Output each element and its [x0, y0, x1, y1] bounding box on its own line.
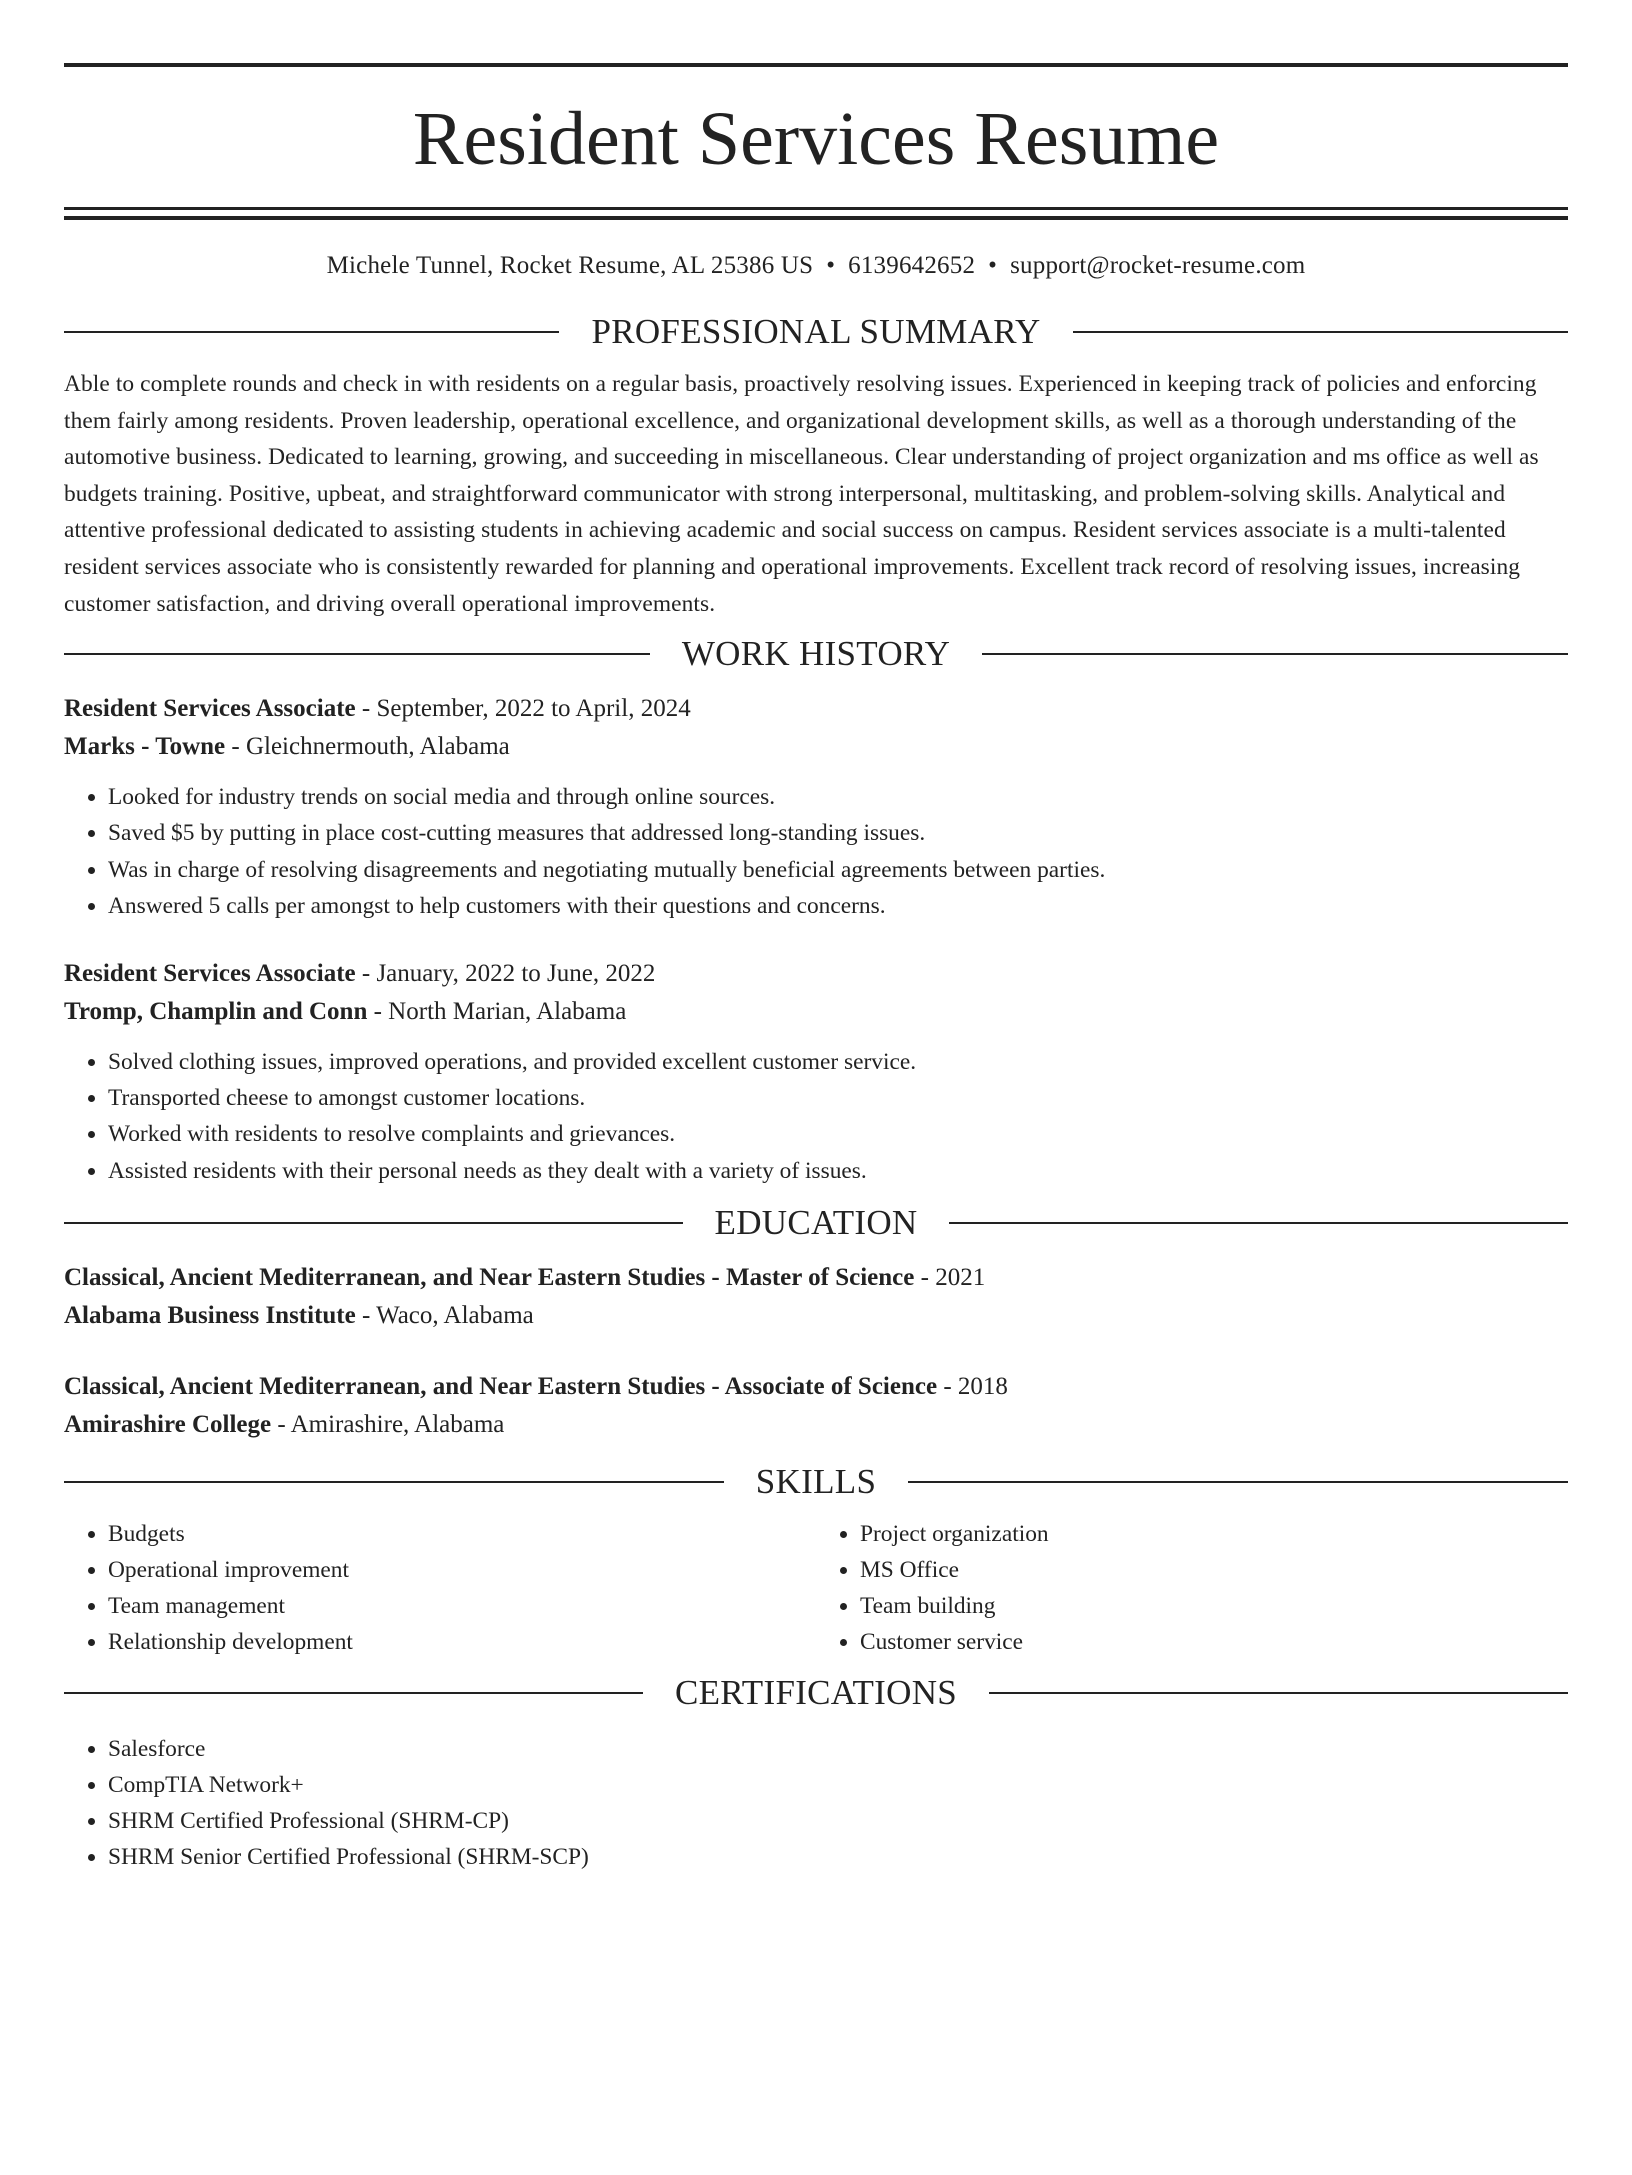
job-bullet: • Answered 5 calls per amongst to help customers with their questions and concerns.: [108, 888, 1568, 924]
skills-column-right: [816, 1516, 1568, 1661]
education-degree-line: [64, 1368, 1568, 1406]
education-degree: Classical, Ancient Mediterranean, and Near Eastern Studies - Master of Science: [64, 1263, 915, 1291]
certification-item: • SHRM Senior Certified Professional (SHRM-SCP): [108, 1839, 1568, 1875]
skill-item: • Operational improvement: [108, 1552, 816, 1588]
work-history-heading-label: WORK HISTORY: [681, 634, 951, 674]
skills-heading: [64, 1462, 1568, 1502]
education-entry: [64, 1259, 1568, 1335]
education-year: - 2021: [914, 1263, 986, 1291]
heading-rule-left: [64, 653, 650, 655]
job-location: - North Marian, Alabama: [367, 997, 627, 1025]
education-degree-line: [64, 1259, 1568, 1297]
skills-heading-label: SKILLS: [755, 1461, 877, 1501]
job-entry: [64, 690, 1568, 924]
summary-heading: [64, 312, 1568, 352]
contact-address: Michele Tunnel, Rocket Resume, AL 25386 US: [326, 252, 814, 279]
skill-item: • Team building: [860, 1588, 1568, 1624]
education-year: - 2018: [937, 1372, 1008, 1400]
education-location: - Amirashire, Alabama: [271, 1410, 505, 1438]
education-location: - Waco, Alabama: [355, 1301, 534, 1329]
education-school: Amirashire College: [64, 1410, 272, 1438]
heading-rule-left: [64, 1481, 724, 1483]
job-dates: - January, 2022 to June, 2022: [355, 959, 656, 987]
education-school-line: [64, 1406, 1568, 1444]
education-degree: Classical, Ancient Mediterranean, and Near Eastern Studies - Associate of Science: [64, 1372, 938, 1400]
heading-rule-right: [908, 1481, 1568, 1483]
heading-rule-right: [1073, 331, 1568, 333]
job-bullet: • Transported cheese to amongst customer locations.: [108, 1080, 1568, 1116]
heading-rule-left: [64, 1692, 643, 1694]
job-title: Resident Services Associate: [64, 695, 356, 723]
job-bullet: • Worked with residents to resolve complaints and grievances.: [108, 1116, 1568, 1152]
title-double-rule: [64, 207, 1568, 220]
education-entry: [64, 1368, 1568, 1444]
skill-item: • Relationship development: [108, 1624, 816, 1660]
job-title-line: [64, 955, 1568, 993]
heading-rule-left: [64, 1222, 683, 1224]
heading-rule-right: [949, 1222, 1568, 1224]
certification-item: • Salesforce: [108, 1731, 1568, 1767]
resume-title: Resident Services Resume: [412, 97, 1220, 181]
certifications-list: [64, 1731, 1568, 1876]
resume-page: [0, 63, 1632, 2175]
job-company-line: [64, 993, 1568, 1031]
certifications-heading-label: CERTIFICATIONS: [674, 1672, 958, 1712]
education-school: Alabama Business Institute: [64, 1301, 356, 1329]
education-heading: [64, 1203, 1568, 1243]
job-bullet: • Looked for industry trends on social media and through online sources.: [108, 779, 1568, 815]
job-location: - Gleichnermouth, Alabama: [225, 733, 510, 761]
skills-column-left: [64, 1516, 816, 1661]
contact-separator: •: [988, 252, 998, 279]
skill-item: • Budgets: [108, 1516, 816, 1552]
job-bullet: • Saved $5 by putting in place cost-cutting measures that addressed long-standing issues.: [108, 815, 1568, 851]
heading-rule-left: [64, 331, 559, 333]
job-company: Marks - Towne: [64, 733, 226, 761]
job-company-line: [64, 728, 1568, 766]
education-school-line: [64, 1297, 1568, 1335]
contact-email[interactable]: support@rocket-resume.com: [1010, 252, 1306, 279]
job-dates: - September, 2022 to April, 2024: [355, 695, 691, 723]
job-company: Tromp, Champlin and Conn: [64, 997, 368, 1025]
work-history-heading: [64, 634, 1568, 674]
certification-item: • CompTIA Network+: [108, 1767, 1568, 1803]
skill-item: • MS Office: [860, 1552, 1568, 1588]
summary-heading-label: PROFESSIONAL SUMMARY: [591, 312, 1041, 351]
skills-grid: [64, 1516, 1568, 1661]
job-bullets: [64, 779, 1568, 924]
job-title-line: [64, 690, 1568, 728]
job-title: Resident Services Associate: [64, 959, 356, 987]
skill-item: • Customer service: [860, 1624, 1568, 1660]
contact-separator: •: [826, 252, 836, 279]
certification-item: • SHRM Certified Professional (SHRM-CP): [108, 1803, 1568, 1839]
heading-rule-right: [989, 1692, 1568, 1694]
summary-text: Able to complete rounds and check in with residents on a regular basis, proactively resolving issues. Experienced in keeping track of policies and enforcing them fairly among residents. Proven leadership, operational excellence, and organizational development skills, as well as a thorough understanding of the automotive business. Dedicated to learning, growing, and succeeding in miscellaneous. Clear understanding of project organization and ms office as well as budgets training. Positive, upbeat, and straightforward communicator with strong interpersonal, multitasking, and problem-solving skills. Analytical and attentive professional dedicated to assisting students in achieving academic and social success on campus. Resident services associate is a multi-talented resident services associate who is consistently rewarded for planning and operational improvements. Excellent track record of resolving issues, increasing customer satisfaction, and driving overall operational improvements.: [64, 371, 1539, 617]
certifications-heading: [64, 1673, 1568, 1713]
contact-line: [64, 248, 1568, 284]
top-rule: [64, 63, 1568, 67]
education-heading-label: EDUCATION: [714, 1202, 918, 1242]
job-bullet: • Was in charge of resolving disagreements and negotiating mutually beneficial agreements between parties.: [108, 852, 1568, 888]
contact-phone[interactable]: 6139642652: [848, 252, 976, 279]
job-bullet: • Solved clothing issues, improved operations, and provided excellent customer service.: [108, 1044, 1568, 1080]
skill-item: • Team management: [108, 1588, 816, 1624]
job-bullets: [64, 1044, 1568, 1189]
job-entry: [64, 955, 1568, 1189]
skill-item: • Project organization: [860, 1516, 1568, 1552]
heading-rule-right: [982, 653, 1568, 655]
job-bullet: • Assisted residents with their personal needs as they dealt with a variety of issues.: [108, 1153, 1568, 1189]
